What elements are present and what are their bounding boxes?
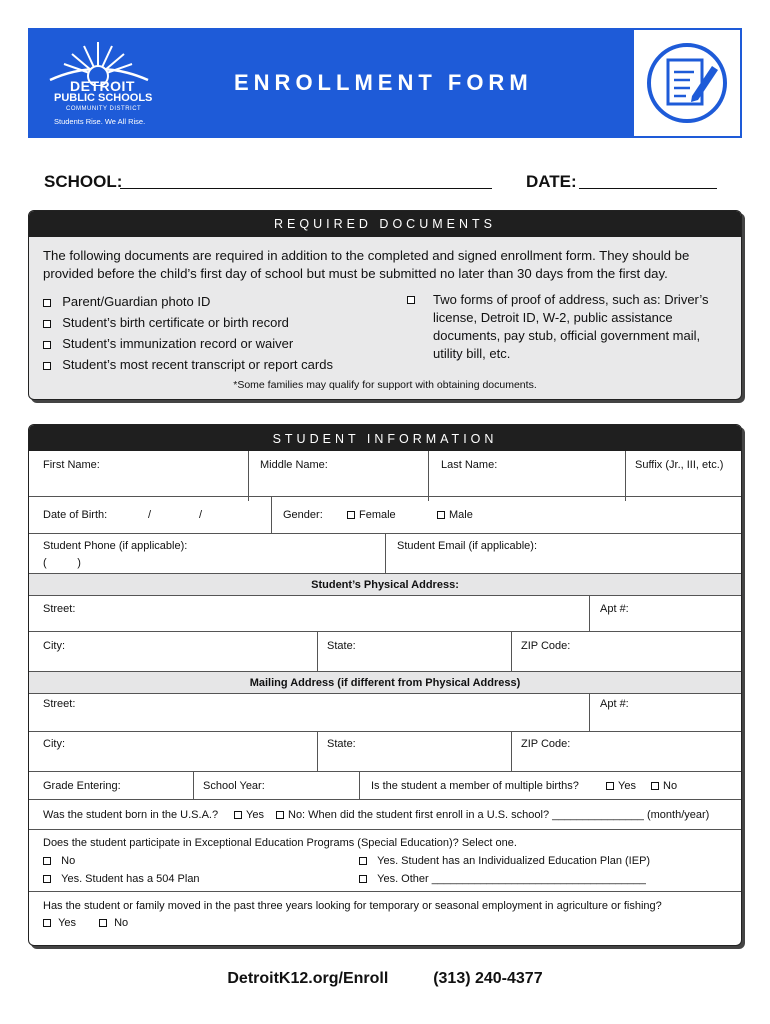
state-label: State: [327, 738, 356, 750]
dob-separator: / [199, 509, 203, 521]
checkbox[interactable] [347, 511, 355, 519]
exceptional-504[interactable]: Yes. Student has a 504 Plan [43, 873, 200, 885]
first-name-label: First Name: [43, 459, 100, 471]
physical-address-header [29, 573, 741, 595]
city-label: City: [43, 640, 65, 652]
required-left-list [43, 291, 403, 375]
logo-text-detroit: DETROIT [70, 78, 135, 94]
checkbox[interactable] [43, 320, 51, 328]
migrant-no[interactable]: No [99, 917, 128, 929]
name-row [29, 451, 741, 501]
phone-email-row [29, 533, 741, 573]
checkbox[interactable] [43, 919, 51, 927]
mailing-street-row [29, 693, 741, 731]
dob-separator: / [148, 509, 152, 521]
mailing-city-row [29, 731, 741, 771]
icon-box [632, 28, 742, 138]
suffix-label: Suffix (Jr., III, etc.) [635, 459, 724, 471]
checkbox[interactable] [359, 875, 367, 883]
apt-label: Apt #: [600, 698, 629, 710]
born-usa-no[interactable]: No: When did the student first enroll in a U.S. school? _______________ (month/year) [276, 809, 709, 821]
male-option[interactable]: Male [437, 509, 473, 521]
street-label: Street: [43, 698, 76, 710]
multiple-births-label: Is the student a member of multiple births? [371, 780, 579, 792]
school-field[interactable] [120, 188, 492, 189]
gender-label: Gender: [283, 509, 323, 521]
mailing-address-title: Mailing Address (if different from Physical Address) [249, 677, 521, 689]
required-intro: The following documents are required in addition to the completed and signed enrollment form. They should be provided before the child’s first day of school but must be submitted no later than 30 days from the first day. [43, 248, 690, 281]
physical-city-row [29, 631, 741, 671]
student-information-heading: STUDENT INFORMATION [29, 425, 741, 451]
street-label: Street: [43, 603, 76, 615]
phone-label: Student Phone (if applicable): [43, 540, 188, 552]
logo-text-public-schools: PUBLIC SCHOOLS [54, 92, 153, 104]
checkbox[interactable] [359, 857, 367, 865]
zip-label: ZIP Code: [521, 640, 571, 652]
checkbox[interactable] [651, 782, 659, 790]
state-label: State: [327, 640, 356, 652]
checkbox[interactable] [43, 341, 51, 349]
physical-street-row [29, 595, 741, 631]
born-usa-yes[interactable]: Yes [234, 809, 264, 821]
tagline: Students Rise. We All Rise. [54, 117, 146, 126]
footer [0, 970, 770, 988]
checkbox[interactable] [276, 811, 284, 819]
date-label: DATE: [526, 172, 577, 191]
checkbox[interactable] [234, 811, 242, 819]
physical-address-title: Student’s Physical Address: [311, 579, 459, 591]
dob-row [29, 496, 741, 533]
checkbox[interactable] [606, 782, 614, 790]
grade-row [29, 771, 741, 799]
exceptional-iep[interactable]: Yes. Student has an Individualized Education Plan (IEP) [359, 855, 650, 867]
exceptional-education-row [29, 829, 741, 891]
list-item: Parent/Guardian photo ID [43, 291, 403, 312]
born-usa-row [29, 799, 741, 829]
logo-text-community: COMMUNITY DISTRICT [66, 106, 142, 112]
checkbox[interactable] [99, 919, 107, 927]
proof-address-text: Two forms of proof of address, such as: Driver’s license, Detroit ID, W-2, public assistance documents, pay stub, official government mail, utility bill, etc. [433, 292, 709, 361]
city-label: City: [43, 738, 65, 750]
last-name-label: Last Name: [441, 459, 498, 471]
form-edit-icon [634, 30, 740, 136]
dob-label: Date of Birth: [43, 509, 108, 521]
checkbox[interactable] [43, 875, 51, 883]
female-option[interactable]: Female [347, 509, 396, 521]
exceptional-question: Does the student participate in Exceptional Education Programs (Special Education)? Select one. [43, 837, 517, 849]
multiple-births-no[interactable]: No [651, 780, 677, 792]
student-information-panel [28, 424, 742, 946]
email-label: Student Email (if applicable): [397, 540, 538, 552]
date-field[interactable] [579, 188, 717, 189]
footer-url[interactable]: DetroitK12.org/Enroll [227, 970, 389, 987]
exceptional-no[interactable]: No [43, 855, 75, 867]
phone-area-code[interactable]: ( ) [43, 557, 81, 569]
middle-name-label: Middle Name: [260, 459, 328, 471]
list-item: Student’s most recent transcript or report cards [43, 354, 403, 375]
proof-address-checkbox[interactable] [407, 296, 415, 304]
born-usa-label: Was the student born in the U.S.A.? [43, 809, 219, 821]
list-item: Student’s birth certificate or birth record [43, 312, 403, 333]
zip-label: ZIP Code: [521, 738, 571, 750]
required-documents-heading: REQUIRED DOCUMENTS [29, 211, 741, 237]
school-label: SCHOOL: [44, 172, 123, 191]
checkbox[interactable] [43, 362, 51, 370]
form-title: ENROLLMENT FORM [234, 70, 533, 95]
required-documents-panel [28, 210, 742, 400]
grade-label: Grade Entering: [43, 780, 121, 792]
migrant-question: Has the student or family moved in the past three years looking for temporary or seasonal employment in agriculture or fishing? [43, 900, 662, 912]
exceptional-other[interactable]: Yes. Other ___________________________________ [359, 873, 646, 885]
mailing-address-header [29, 671, 741, 693]
multiple-births-yes[interactable]: Yes [606, 780, 636, 792]
checkbox[interactable] [43, 299, 51, 307]
migrant-row [29, 891, 741, 946]
footer-phone[interactable]: (313) 240-4377 [433, 970, 543, 987]
migrant-yes[interactable]: Yes [43, 917, 76, 929]
required-note: *Some families may qualify for support with obtaining documents. [233, 379, 537, 391]
checkbox[interactable] [437, 511, 445, 519]
school-year-label: School Year: [203, 780, 265, 792]
district-logo [40, 36, 170, 126]
apt-label: Apt #: [600, 603, 629, 615]
list-item: Student’s immunization record or waiver [43, 333, 403, 354]
checkbox[interactable] [43, 857, 51, 865]
